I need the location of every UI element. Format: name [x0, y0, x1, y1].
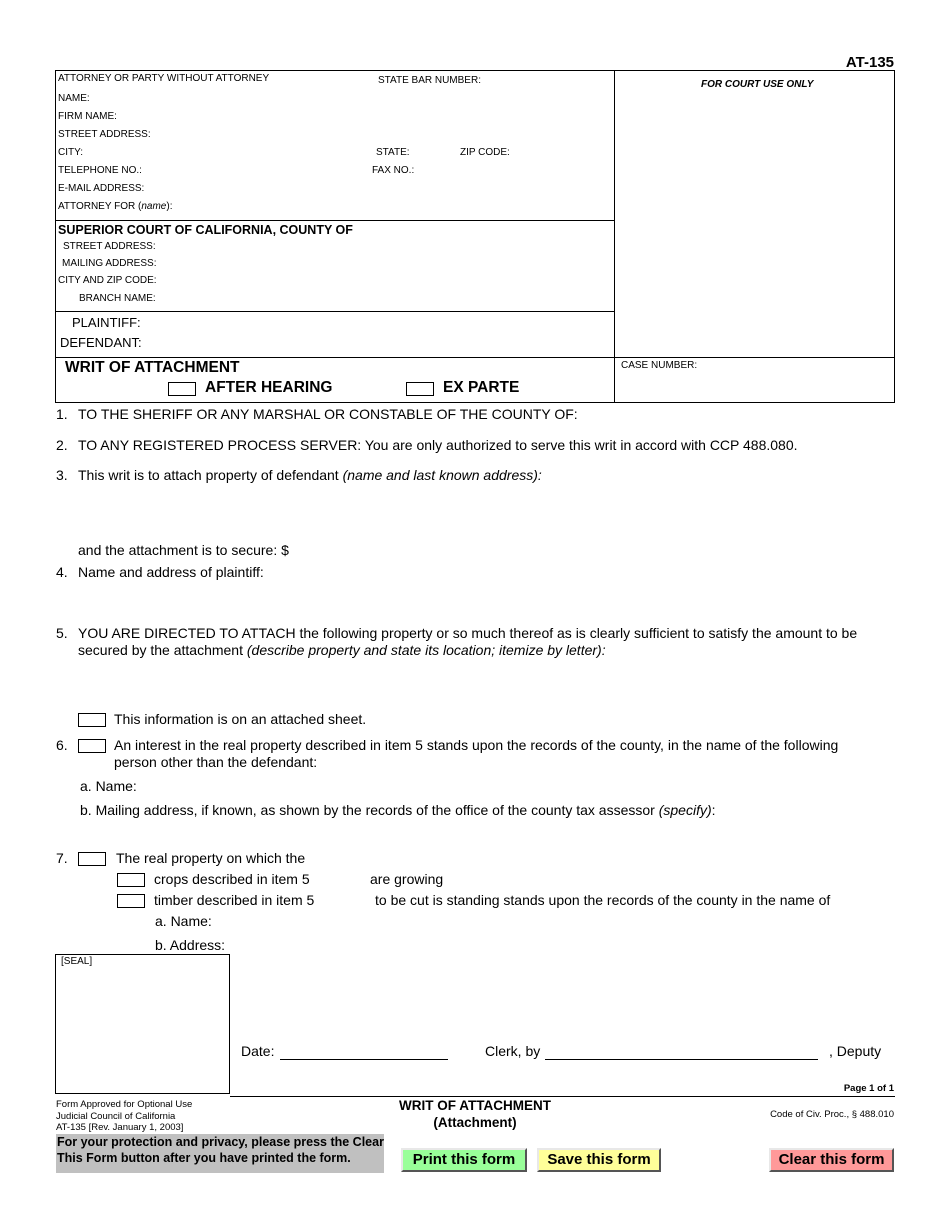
item3-text: This writ is to attach property of defendant (name and last known address):	[78, 467, 542, 483]
caption-divider	[614, 70, 615, 403]
branch-label: BRANCH NAME:	[79, 293, 156, 304]
secure-amount-label: and the attachment is to secure: $	[78, 542, 289, 558]
item4-text: Name and address of plaintiff:	[78, 564, 264, 580]
item7-checkbox[interactable]	[78, 852, 106, 866]
date-line[interactable]	[280, 1059, 448, 1060]
save-button[interactable]: Save this form	[537, 1148, 661, 1172]
timber-checkbox[interactable]	[117, 894, 145, 908]
state-label: STATE:	[376, 147, 410, 158]
firm-label: FIRM NAME:	[58, 111, 117, 122]
item7-text: The real property on which the	[116, 850, 306, 866]
crops-label: crops described in item 5	[154, 871, 310, 887]
attached-sheet-label: This information is on an attached sheet.	[114, 711, 367, 727]
writ-title: WRIT OF ATTACHMENT	[65, 359, 240, 376]
court-city-zip-label: CITY AND ZIP CODE:	[58, 275, 157, 286]
name-label: NAME:	[58, 93, 90, 104]
plaintiff-label: PLAINTIFF:	[72, 315, 141, 330]
ex-parte-label: EX PARTE	[443, 379, 520, 396]
item6-checkbox[interactable]	[78, 739, 106, 753]
fax-label: FAX NO.:	[372, 165, 415, 176]
court-street-label: STREET ADDRESS:	[63, 241, 156, 252]
clerk-label: Clerk, by	[485, 1043, 541, 1059]
footer-title: WRIT OF ATTACHMENT (Attachment)	[399, 1098, 551, 1130]
item7-number: 7.	[56, 850, 68, 866]
item6b-label: b. Mailing address, if known, as shown by the records of the office of the county tax assessor (specify):	[80, 802, 716, 818]
ex-parte-checkbox[interactable]	[406, 382, 434, 396]
clear-button[interactable]: Clear this form	[769, 1148, 894, 1172]
case-number-label: CASE NUMBER:	[621, 360, 698, 371]
to-be-cut-label: to be cut is standing stands upon the records of the county in the name of	[375, 892, 831, 908]
phone-label: TELEPHONE NO.:	[58, 165, 142, 176]
after-hearing-label: AFTER HEARING	[205, 379, 333, 396]
court-title: SUPERIOR COURT OF CALIFORNIA, COUNTY OF	[58, 223, 353, 237]
crops-checkbox[interactable]	[117, 873, 145, 887]
item6-line1: An interest in the real property described in item 5 stands upon the records of the county, in the name of the following	[114, 737, 839, 753]
email-label: E-MAIL ADDRESS:	[58, 183, 145, 194]
item5-line2: secured by the attachment (describe property and state its location; itemize by letter):	[78, 642, 606, 658]
form-id: AT-135	[845, 54, 894, 71]
divider	[55, 357, 895, 358]
item2-number: 2.	[56, 437, 68, 453]
timber-label: timber described in item 5	[154, 892, 315, 908]
item1-number: 1.	[56, 406, 68, 422]
page-number: Page 1 of 1	[843, 1083, 894, 1094]
clerk-line[interactable]	[545, 1059, 818, 1060]
item7a-label: a. Name:	[155, 913, 212, 929]
court-mailing-label: MAILING ADDRESS:	[62, 258, 157, 269]
defendant-label: DEFENDANT:	[60, 335, 142, 350]
item7b-label: b. Address:	[155, 937, 226, 953]
code-reference: Code of Civ. Proc., § 488.010	[770, 1109, 894, 1120]
item6-line2: person other than the defendant:	[114, 754, 318, 770]
approval-note: Form Approved for Optional Use Judicial Council of California AT-135 [Rev. January 1, 2003]	[56, 1099, 193, 1133]
after-hearing-checkbox[interactable]	[168, 382, 196, 396]
are-growing-label: are growing	[370, 871, 444, 887]
divider	[55, 220, 615, 221]
privacy-notice: For your protection and privacy, please press the Clear This Form button after you have printed the form.	[56, 1134, 384, 1173]
city-label: CITY:	[58, 147, 84, 158]
attached-sheet-checkbox[interactable]	[78, 713, 106, 727]
item4-number: 4.	[56, 564, 68, 580]
seal-label: [SEAL]	[61, 956, 93, 967]
attorney-for-label: ATTORNEY FOR (name):	[58, 201, 173, 212]
item3-number: 3.	[56, 467, 68, 483]
print-button[interactable]: Print this form	[401, 1148, 527, 1172]
item6a-label: a. Name:	[80, 778, 137, 794]
item5-number: 5.	[56, 625, 68, 641]
court-use-label: FOR COURT USE ONLY	[701, 79, 814, 90]
state-bar-label: STATE BAR NUMBER:	[378, 75, 481, 86]
item1-text: TO THE SHERIFF OR ANY MARSHAL OR CONSTABLE OF THE COUNTY OF:	[78, 406, 578, 422]
seal-box	[55, 954, 230, 1094]
zip-label: ZIP CODE:	[460, 147, 510, 158]
item2-text: TO ANY REGISTERED PROCESS SERVER: You are only authorized to serve this writ in accord with CCP 488.080.	[78, 437, 798, 453]
divider	[55, 311, 615, 312]
attorney-label: ATTORNEY OR PARTY WITHOUT ATTORNEY	[58, 73, 270, 84]
deputy-label: , Deputy	[829, 1043, 882, 1059]
item5-line1: YOU ARE DIRECTED TO ATTACH the following property or so much thereof as is clearly sufficient to satisfy the amount to be	[78, 625, 858, 641]
date-label: Date:	[241, 1043, 275, 1059]
item6-number: 6.	[56, 737, 68, 753]
street-label: STREET ADDRESS:	[58, 129, 151, 140]
